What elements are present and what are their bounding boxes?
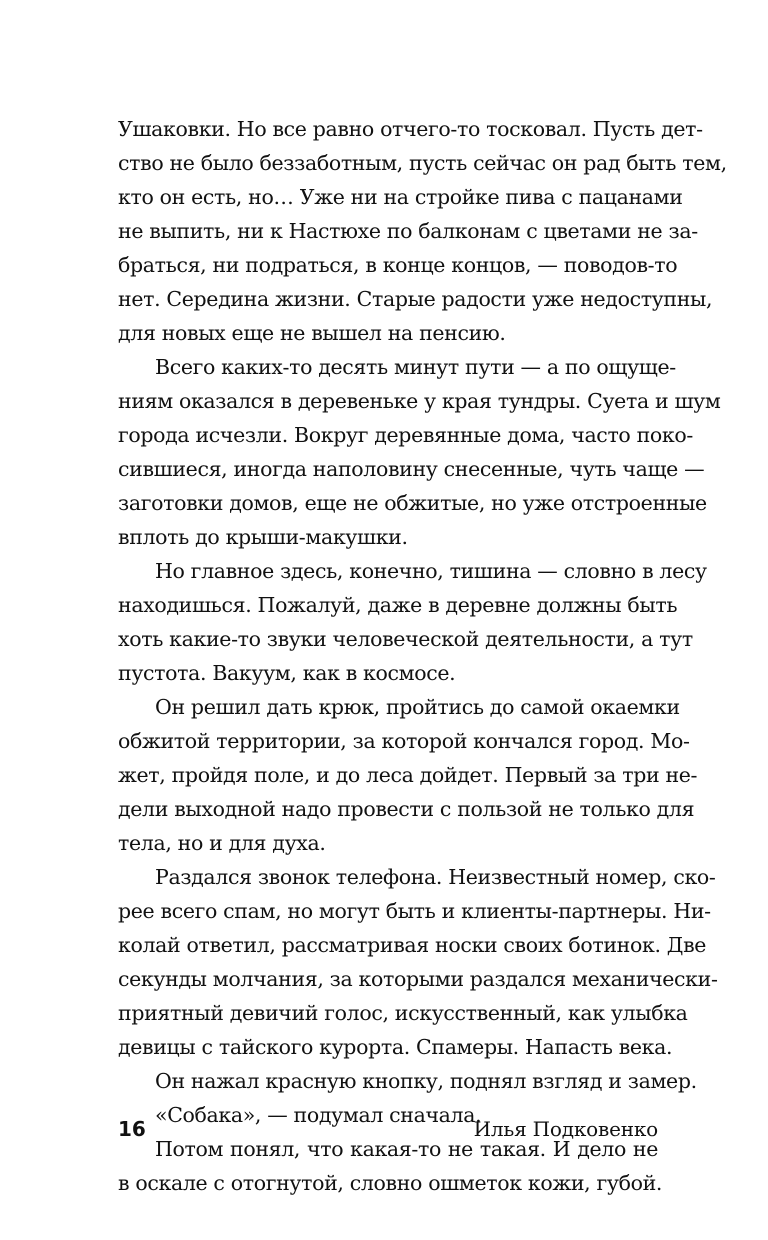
- text-line: пустота. Вакуум, как в космосе.: [118, 661, 456, 685]
- text-line: заготовки домов, еще не обжитые, но уже отстроенные: [118, 491, 707, 515]
- text-line: дели выходной надо провести с пользой не только для: [118, 797, 695, 821]
- text-line: рее всего спам, но могут быть и клиенты-партнеры. Ни-: [118, 899, 711, 923]
- text-line: секунды молчания, за которыми раздался механически-: [118, 967, 718, 991]
- text-line: ство не было беззаботным, пусть сейчас он рад быть тем,: [118, 151, 727, 175]
- text-line: девицы с тайского курорта. Спамеры. Напасть века.: [118, 1035, 673, 1059]
- text-line: хоть какие-то звуки человеческой деятельности, а тут: [118, 627, 693, 651]
- text-line: города исчезли. Вокруг деревянные дома, часто поко-: [118, 423, 693, 447]
- text-line: вплоть до крыши-макушки.: [118, 525, 408, 549]
- text-line: ниям оказался в деревеньке у края тундры. Суета и шум: [118, 389, 721, 413]
- text-line: колай ответил, рассматривая носки своих ботинок. Две: [118, 933, 707, 957]
- text-line: кто он есть, но… Уже ни на стройке пива с пацанами: [118, 185, 683, 209]
- text-line: тела, но и для духа.: [118, 831, 326, 855]
- text-line: обжитой территории, за которой кончался город. Мо-: [118, 729, 690, 753]
- text-line: Потом понял, что какая-то не такая. И дело не: [155, 1137, 658, 1161]
- running-footer-author: Илья Подковенко: [473, 1117, 658, 1141]
- text-line: «Собака», — подумал сначала.: [155, 1103, 482, 1127]
- page-footer: [118, 1112, 658, 1146]
- text-line: приятный девичий голос, искусственный, как улыбка: [118, 1001, 688, 1025]
- text-line: нет. Середина жизни. Старые радости уже недоступны,: [118, 287, 713, 311]
- text-line: для новых еще не вышел на пенсию.: [118, 321, 506, 345]
- text-line: Он решил дать крюк, пройтись до самой окаемки: [155, 695, 680, 719]
- text-line: браться, ни подраться, в конце концов, — поводов-то: [118, 253, 678, 277]
- text-line: Раздался звонок телефона. Неизвестный номер, ско-: [155, 865, 716, 889]
- text-line: жет, пройдя поле, и до леса дойдет. Первый за три не-: [118, 763, 698, 787]
- text-line: Он нажал красную кнопку, поднял взгляд и замер.: [155, 1069, 697, 1093]
- text-line: находишься. Пожалуй, даже в деревне должны быть: [118, 593, 678, 617]
- text-line: Но главное здесь, конечно, тишина — словно в лесу: [155, 559, 707, 583]
- text-line: не выпить, ни к Настюхе по балконам с цветами не за-: [118, 219, 698, 243]
- text-line: Всего каких-то десять минут пути — а по ощуще-: [155, 355, 676, 379]
- text-line: в оскале с отогнутой, словно ошметок кожи, губой.: [118, 1171, 663, 1195]
- text-line: Ушаковки. Но все равно отчего-то тосковал. Пусть дет-: [118, 117, 703, 141]
- text-line: сившиеся, иногда наполовину снесенные, чуть чаще —: [118, 457, 705, 481]
- page-number: 16: [118, 1117, 146, 1141]
- body-text: [118, 112, 727, 1200]
